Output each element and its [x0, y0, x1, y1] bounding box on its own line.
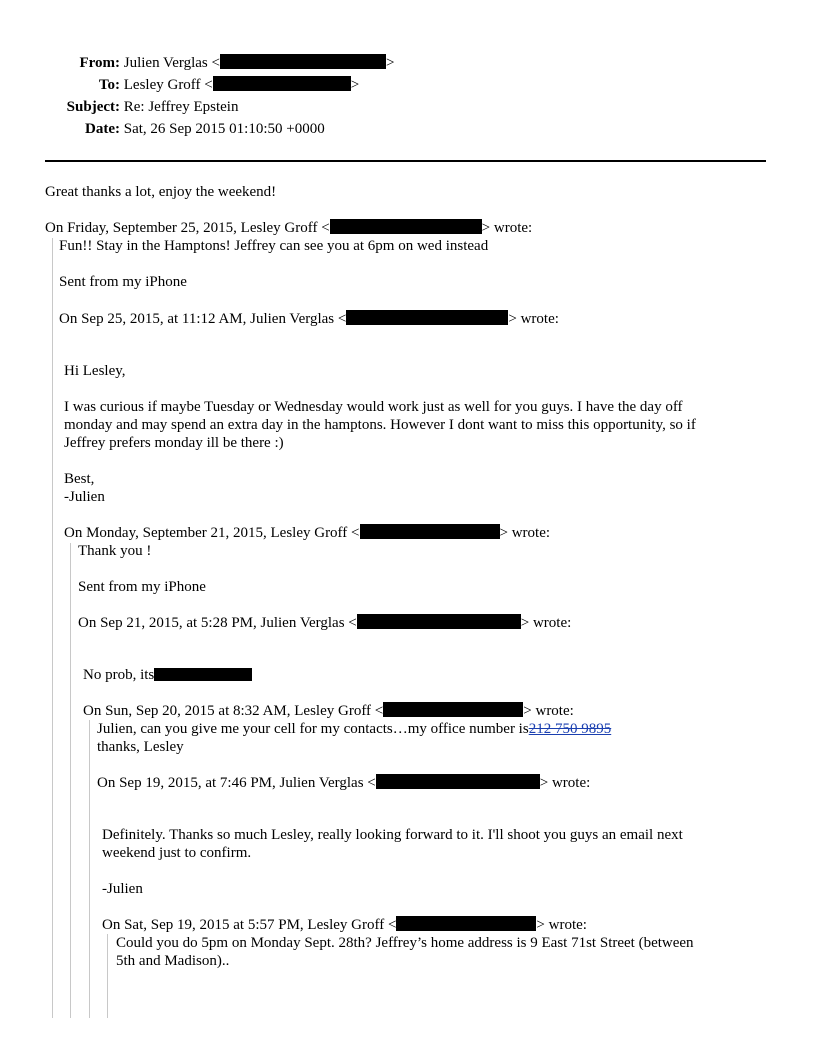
quote-bar — [107, 934, 108, 1018]
quote-text: Hi Lesley, — [64, 363, 126, 379]
quote-text: 5th and Madison).. — [116, 953, 230, 969]
redaction-box — [383, 702, 523, 717]
quote-bar — [52, 238, 53, 1018]
redaction-box — [346, 310, 508, 325]
quote-attribution: On Sep 25, 2015, at 11:12 AM, Julien Verglas < > wrote: — [59, 311, 559, 327]
quote-signature: -Julien — [64, 489, 105, 505]
date-row — [45, 120, 325, 138]
quote-attribution: On Sep 21, 2015, at 5:28 PM, Julien Verglas < > wrote: — [78, 615, 572, 631]
quote-text: weekend just to confirm. — [102, 845, 252, 861]
quote-text: I was curious if maybe Tuesday or Wednesday would work just as well for you guys. I have the day off — [64, 399, 683, 415]
subject-row — [45, 98, 238, 116]
quote-attribution: On Friday, September 25, 2015, Lesley Groff < > wrote: — [45, 220, 533, 236]
from-row: From: Julien Verglas < > — [45, 54, 394, 72]
from-name: Julien Verglas — [123, 55, 208, 71]
subject-label: Subject: — [66, 99, 120, 115]
quote-text: Thank you ! — [78, 543, 152, 559]
quote-signature: thanks, Lesley — [97, 739, 184, 755]
quote-attribution: On Sep 19, 2015, at 7:46 PM, Julien Verglas < > wrote: — [97, 775, 591, 791]
quote-attribution: On Sun, Sep 20, 2015 at 8:32 AM, Lesley Groff < > wrote: — [83, 703, 574, 719]
redaction-box — [220, 54, 386, 69]
redaction-box — [357, 614, 521, 629]
redaction-box — [330, 219, 482, 234]
quote-bar — [70, 543, 71, 1018]
quote-text: Could you do 5pm on Monday Sept. 28th? Jeffrey’s home address is 9 East 71st Street (between — [116, 935, 694, 951]
quote-text: Julien, can you give me your cell for my contacts…my office number is212 750 9895 — [97, 721, 612, 737]
date-label: Date: — [85, 121, 120, 137]
quote-attribution: On Monday, September 21, 2015, Lesley Groff < > wrote: — [64, 525, 551, 541]
reply-text: Great thanks a lot, enjoy the weekend! — [45, 184, 277, 200]
quote-signature: Sent from my iPhone — [78, 579, 206, 595]
quote-text: No prob, its — [83, 666, 252, 684]
quote-text: Jeffrey prefers monday ill be there :) — [64, 435, 284, 451]
quote-bar — [89, 720, 90, 1018]
quote-attribution: On Sat, Sep 19, 2015 at 5:57 PM, Lesley Groff < > wrote: — [102, 917, 587, 933]
quote-text: Definitely. Thanks so much Lesley, really looking forward to it. I'll shoot you guys an email next — [102, 827, 683, 843]
redaction-box — [213, 76, 351, 91]
quote-text: monday and may spend an extra day in the hamptons. However I dont want to miss this opportunity, so if — [64, 417, 696, 433]
redaction-box — [154, 668, 252, 681]
date-value: Sat, 26 Sep 2015 01:10:50 +0000 — [123, 121, 325, 137]
quote-signature: Sent from my iPhone — [59, 274, 187, 290]
header-divider — [45, 160, 766, 162]
phone-link[interactable]: 212 750 9895 — [528, 721, 612, 737]
from-label: From: — [79, 55, 120, 71]
quote-text: Fun!! Stay in the Hamptons! Jeffrey can see you at 6pm on wed instead — [59, 238, 489, 254]
redaction-box — [360, 524, 500, 539]
quote-text: Best, — [64, 471, 95, 487]
to-name: Lesley Groff — [123, 77, 201, 93]
to-label: To: — [98, 77, 120, 93]
subject-value: Re: Jeffrey Epstein — [123, 99, 239, 115]
to-row: To: Lesley Groff < > — [45, 76, 359, 94]
quote-signature: -Julien — [102, 881, 143, 897]
redaction-box — [376, 774, 540, 789]
redaction-box — [396, 916, 536, 931]
